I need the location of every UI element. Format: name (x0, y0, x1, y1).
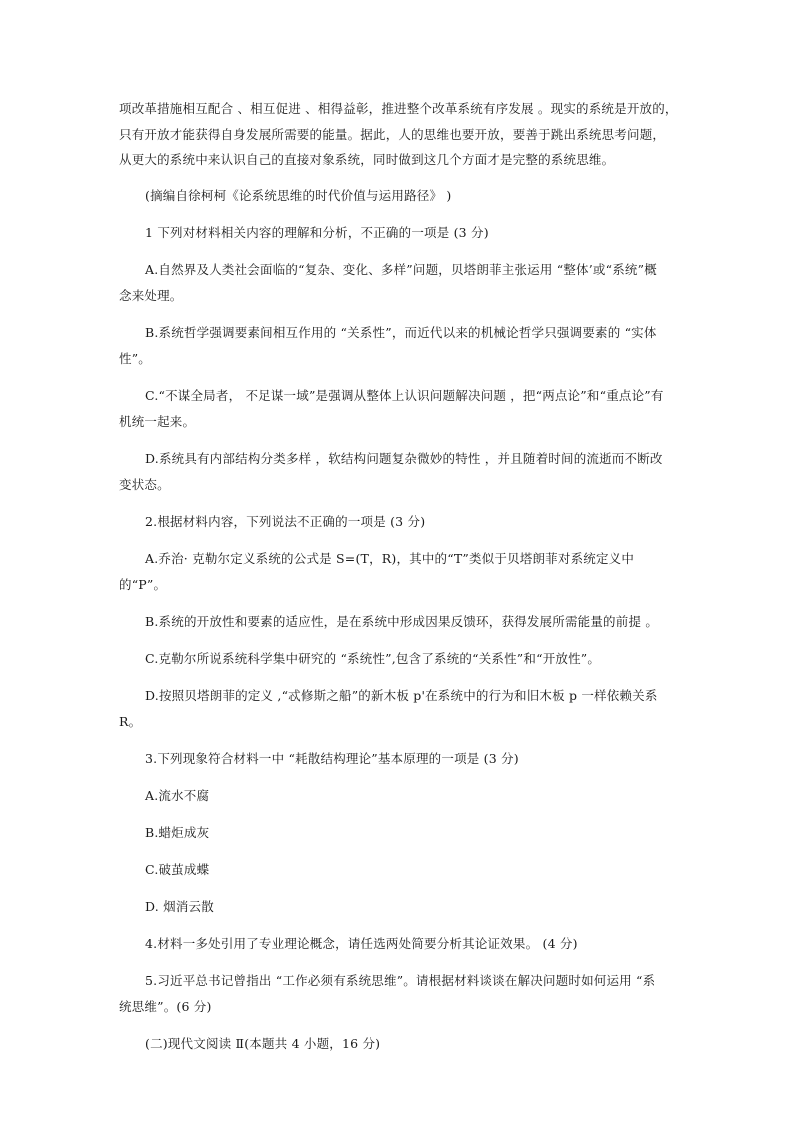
question-4-stem: 4.材料一多处引用了专业理论概念，请任选两处简要分析其论证效果。 (4 分) (145, 935, 578, 951)
source-citation: (摘编自徐柯柯《论系统思维的时代价值与运用路径》 ) (145, 187, 452, 203)
option-line: D.系统具有内部结构分类多样 ，软结构问题复杂微妙的特性 ，并且随着时间的流逝而不断改 (145, 450, 663, 466)
option-line: R。 (119, 713, 142, 729)
intro-line: 项改革措施相互配合 、相互促进 、相得益彰，推进整个改革系统有序发展 。现实的系统是开放的， (119, 101, 678, 116)
question-1-option-b (119, 320, 679, 372)
section-heading: (二)现代文阅读 Ⅱ(本题共 4 小题，16 分) (145, 1035, 381, 1051)
question-line: 5.习近平总书记曾指出 “工作必须有系统思维”。请根据材料谈谈在解决问题时如何运用 “系 (145, 972, 656, 988)
question-3-stem: 3.下列现象符合材料一中 “耗散结构理论”基本原理的一项是 (3 分) (145, 750, 519, 766)
option-line: D.按照贝塔朗菲的定义 ,“忒修斯之船”的新木板 p'在系统中的行为和旧木板 p 一样依赖关系 (145, 687, 658, 703)
question-2-option-b: B.系统的开放性和要素的适应性，是在系统中形成因果反馈环，获得发展所需能量的前提 。 (145, 613, 659, 629)
option-line: A.自然界及人类社会面临的“复杂、变化、多样”问题，贝塔朗菲主张运用 “整体’或“系统”概 (145, 261, 657, 277)
question-line: 统思维”。(6 分) (119, 998, 212, 1014)
question-2-stem: 2.根据材料内容，下列说法不正确的一项是 (3 分) (145, 513, 426, 529)
question-1-stem: 1 下列对材料相关内容的理解和分析，不正确的一项是 (3 分) (145, 224, 489, 240)
intro-line: 从更大的系统中来认识自己的直接对象系统，同时做到这几个方面才是完整的系统思维。 (119, 152, 615, 167)
option-line: 机统一起来。 (119, 413, 196, 429)
intro-paragraph (119, 96, 679, 173)
intro-line: 只有开放才能获得自身发展所需要的能量。据此，人的思维也要开放，要善于跳出系统思考问题， (119, 126, 666, 142)
question-5-stem (119, 968, 679, 1020)
question-1-option-d (119, 446, 679, 498)
question-1-option-c (119, 383, 679, 435)
question-2-option-a: A.乔治· 克勒尔定义系统的公式是 S=(T，R)，其中的“T”类似于贝塔朗菲对系统定义中的“P”。 (119, 550, 635, 592)
question-1-option-a (119, 257, 679, 309)
question-3-option-b: B.蜡炬成灰 (145, 824, 210, 840)
question-3-option-a: A.流水不腐 (145, 787, 210, 803)
option-line: 变状态。 (119, 476, 170, 492)
question-2-option-c: C.克勒尔所说系统科学集中研究的 “系统性”,包含了系统的“关系性”和“开放性”。 (145, 650, 601, 666)
option-line: C.“不谋全局者， 不足谋一域”是强调从整体上认识问题解决问题 ，把“两点论”和“重点论”有 (145, 387, 664, 403)
option-line: B.系统哲学强调要素间相互作用的 “关系性”，而近代以来的机械论哲学只强调要素的 “实体 (145, 324, 657, 340)
question-2-option-d (119, 683, 679, 735)
option-line: 念来处理。 (119, 287, 183, 303)
option-line: 性”。 (119, 350, 151, 366)
question-3-option-d: D. 烟消云散 (145, 898, 214, 914)
question-3-option-c: C.破茧成蝶 (145, 861, 210, 877)
document-body (119, 96, 679, 1057)
